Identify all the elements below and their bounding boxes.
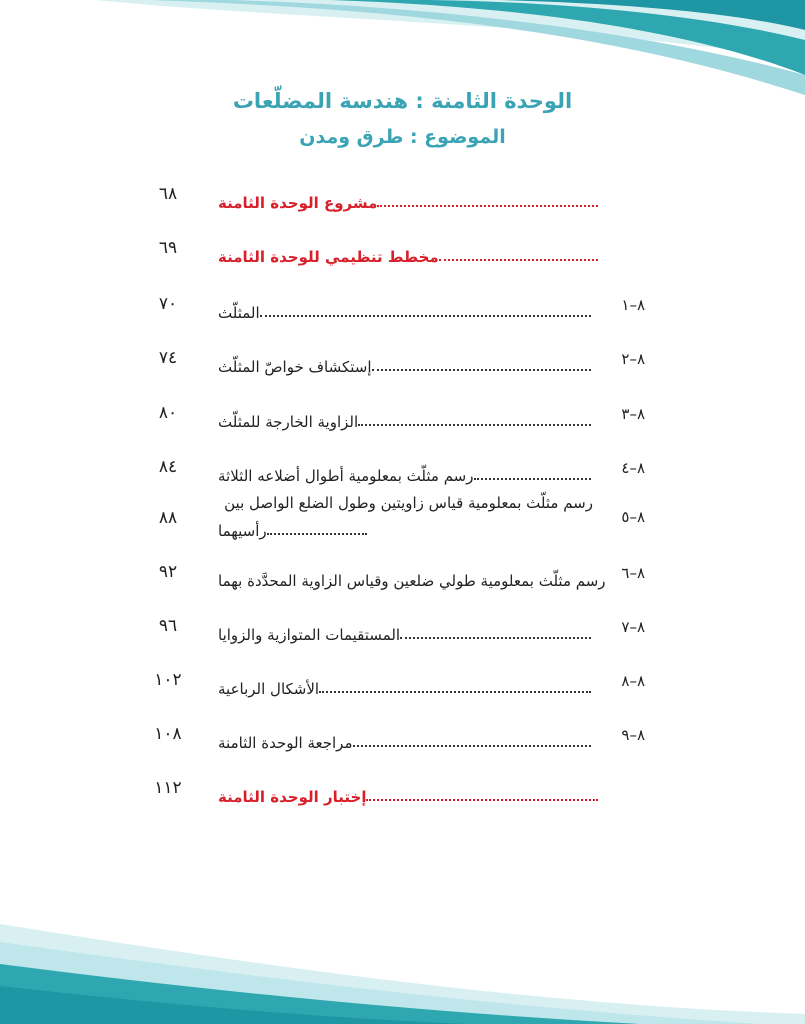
toc-entry <box>218 564 606 590</box>
toc-entry <box>218 494 593 538</box>
section-number: ٨–٢ <box>621 350 645 368</box>
section-number: ٨–٤ <box>621 459 645 477</box>
page-number: ١١٢ <box>154 778 182 798</box>
unit-title: الوحدة الثامنة : هندسة المضلّعات <box>232 89 573 113</box>
entry-title: مراجعة الوحدة الثامنة <box>218 734 353 752</box>
toc-row[interactable] <box>0 494 805 544</box>
toc-entry <box>218 240 600 266</box>
entry-title: رسم مثلّث بمعلومية طولي ضلعين وقياس الزاوية المحدَّدة بهما <box>218 572 606 590</box>
entry-title: المستقيمات المتوازية والزوايا <box>218 626 401 644</box>
toc-entry <box>218 350 593 376</box>
page-number: ٨٤ <box>158 457 178 477</box>
entry-title: رسم مثلّث بمعلومية قياس زاويتين وطول الضلع الواصل بين <box>224 494 593 512</box>
section-number: ٨–٧ <box>621 618 645 636</box>
toc-entry <box>218 459 593 485</box>
toc-row[interactable] <box>0 288 805 328</box>
page-number: ٩٦ <box>158 616 178 636</box>
toc-row[interactable] <box>0 772 805 812</box>
page-number: ١٠٢ <box>154 670 182 690</box>
dot-leader <box>439 259 598 261</box>
toc-row[interactable] <box>0 451 805 491</box>
dot-leader <box>400 637 591 639</box>
dot-leader <box>353 745 592 747</box>
toc-entry <box>218 296 593 322</box>
page-number: ٦٨ <box>158 184 178 204</box>
page-number: ٦٩ <box>158 238 178 258</box>
toc-entry <box>218 186 600 212</box>
section-number: ٨–١ <box>621 296 645 314</box>
section-number: ٨–٩ <box>621 726 645 744</box>
entry-title: رسم مثلّث بمعلومية أطوال أضلاعه الثلاثة <box>218 467 474 485</box>
page-number: ١٠٨ <box>154 724 182 744</box>
dot-leader <box>358 424 591 426</box>
entry-title-continued: رأسيهما <box>218 522 267 540</box>
section-number: ٨–٣ <box>621 405 645 423</box>
entry-title: المثلّث <box>218 304 260 322</box>
topic-subtitle: الموضوع : طرق ومدن <box>299 126 506 148</box>
toc-entry <box>218 405 593 431</box>
section-number: ٨–٥ <box>621 508 645 526</box>
toc-row[interactable] <box>0 610 805 650</box>
toc-entry <box>218 726 593 752</box>
dot-leader <box>366 799 598 801</box>
toc-row[interactable] <box>0 178 805 218</box>
page-number: ٧٠ <box>158 294 178 314</box>
toc-entry <box>218 780 600 806</box>
page-number: ٩٢ <box>158 562 178 582</box>
bottom-wave-decoration <box>0 894 805 1024</box>
toc-row[interactable] <box>0 397 805 437</box>
dot-leader <box>372 369 591 371</box>
page-number: ٧٤ <box>158 348 178 368</box>
dot-leader <box>260 315 591 317</box>
dot-leader <box>267 533 367 535</box>
dot-leader <box>377 205 598 207</box>
entry-title: إختبار الوحدة الثامنة <box>218 788 367 806</box>
toc-entry <box>218 618 593 644</box>
page-number: ٨٠ <box>158 403 178 423</box>
entry-title: الأشكال الرباعية <box>218 680 320 698</box>
entry-title: الزاوية الخارجة للمثلّث <box>218 413 359 431</box>
section-number: ٨–٦ <box>621 564 645 582</box>
toc-entry <box>218 672 593 698</box>
toc-row[interactable] <box>0 232 805 272</box>
dot-leader <box>319 691 591 693</box>
entry-title: إستكشاف خواصّ المثلّث <box>218 358 372 376</box>
toc-row[interactable] <box>0 556 805 596</box>
toc-row[interactable] <box>0 342 805 382</box>
entry-title: مشروع الوحدة الثامنة <box>218 194 378 212</box>
section-number: ٨–٨ <box>621 672 645 690</box>
toc-row[interactable] <box>0 718 805 758</box>
dot-leader <box>474 478 592 480</box>
toc-row[interactable] <box>0 664 805 704</box>
entry-title: مخطط تنظيمي للوحدة الثامنة <box>218 248 439 266</box>
page-number: ٨٨ <box>158 508 178 528</box>
